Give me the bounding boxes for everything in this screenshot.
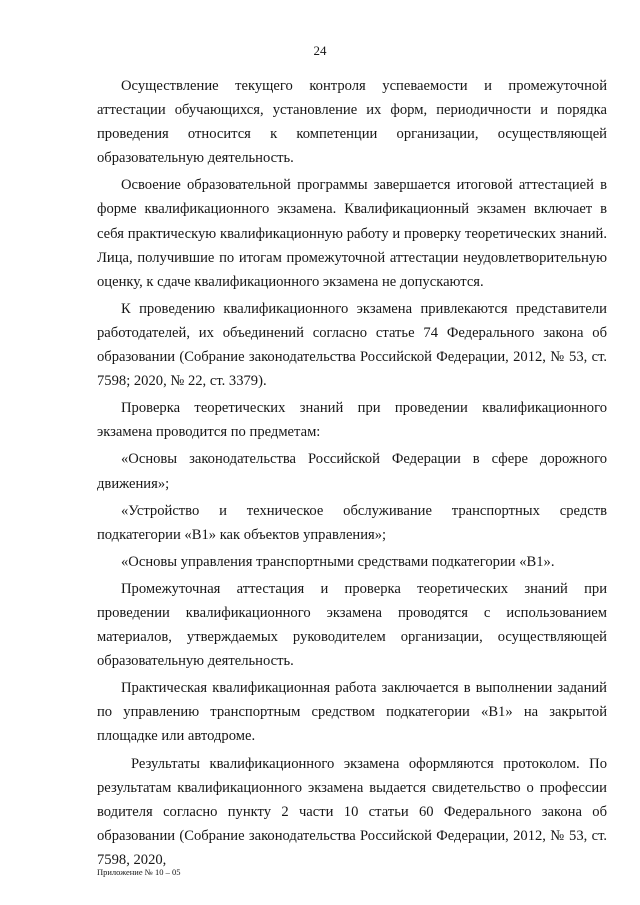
paragraph-results: Результаты квалификационного экзамена оформляются протоколом. По результатам квалификационного экзамена выдается свидетельство о профессии водителя согласно пункту 2 части 10 статьи 60 Федерального закона об образовании (Собрание законодательства Российской Федерации, 2012, № 53, ст. 7598, 2020, (97, 755, 607, 868)
document-body (97, 74, 607, 875)
subject-item-vehicle-maintenance: «Устройство и техническое обслуживание транспортных средств подкатегории «В1» как объектов управления»; (97, 502, 607, 543)
subject-item-traffic-law: «Основы законодательства Российской Федерации в сфере дорожного движения»; (97, 451, 607, 492)
footer-note: Приложение № 10 – 05 (97, 867, 181, 877)
paragraph-materials: Промежуточная аттестация и проверка теоретических знаний при проведении квалификационного экзамена проводятся с использованием материалов, утверждаемых руководителем организации, осуществляющей образовательную деятельность. (97, 580, 607, 670)
paragraph-final-attestation: Освоение образовательной программы завершается итоговой аттестацией в форме квалификационного экзамена. Квалификационный экзамен включает в себя практическую квалификационную работу и проверку теоретических знаний. Лица, получившие по итогам промежуточной аттестации неудовлетворительную оценку, к сдаче квалификационного экзамена не допускаются. (97, 177, 607, 290)
page-number: 24 (313, 43, 327, 58)
paragraph-theory-check: Проверка теоретических знаний при проведении квалификационного экзамена проводится по предметам: (97, 400, 607, 441)
paragraph-monitoring: Осуществление текущего контроля успеваемости и промежуточной аттестации обучающихся, установление их форм, периодичности и порядка проведения относится к компетенции организации, осуществляющей образовательную деятельность. (97, 78, 607, 167)
subject-item-vehicle-control: «Основы управления транспортными средствами подкатегории «В1». (121, 553, 555, 570)
paragraph-practical-work: Практическая квалификационная работа заключается в выполнении заданий по управлению транспортным средством подкатегории «В1» на закрытой площадке или автодроме. (97, 680, 607, 745)
paragraph-employers: К проведению квалификационного экзамена привлекаются представители работодателей, их объединений согласно статье 74 Федерального закона об образовании (Собрание законодательства Российской Федерации, 2012, № 53, ст. 7598; 2020, № 22, ст. 3379). (97, 300, 607, 390)
